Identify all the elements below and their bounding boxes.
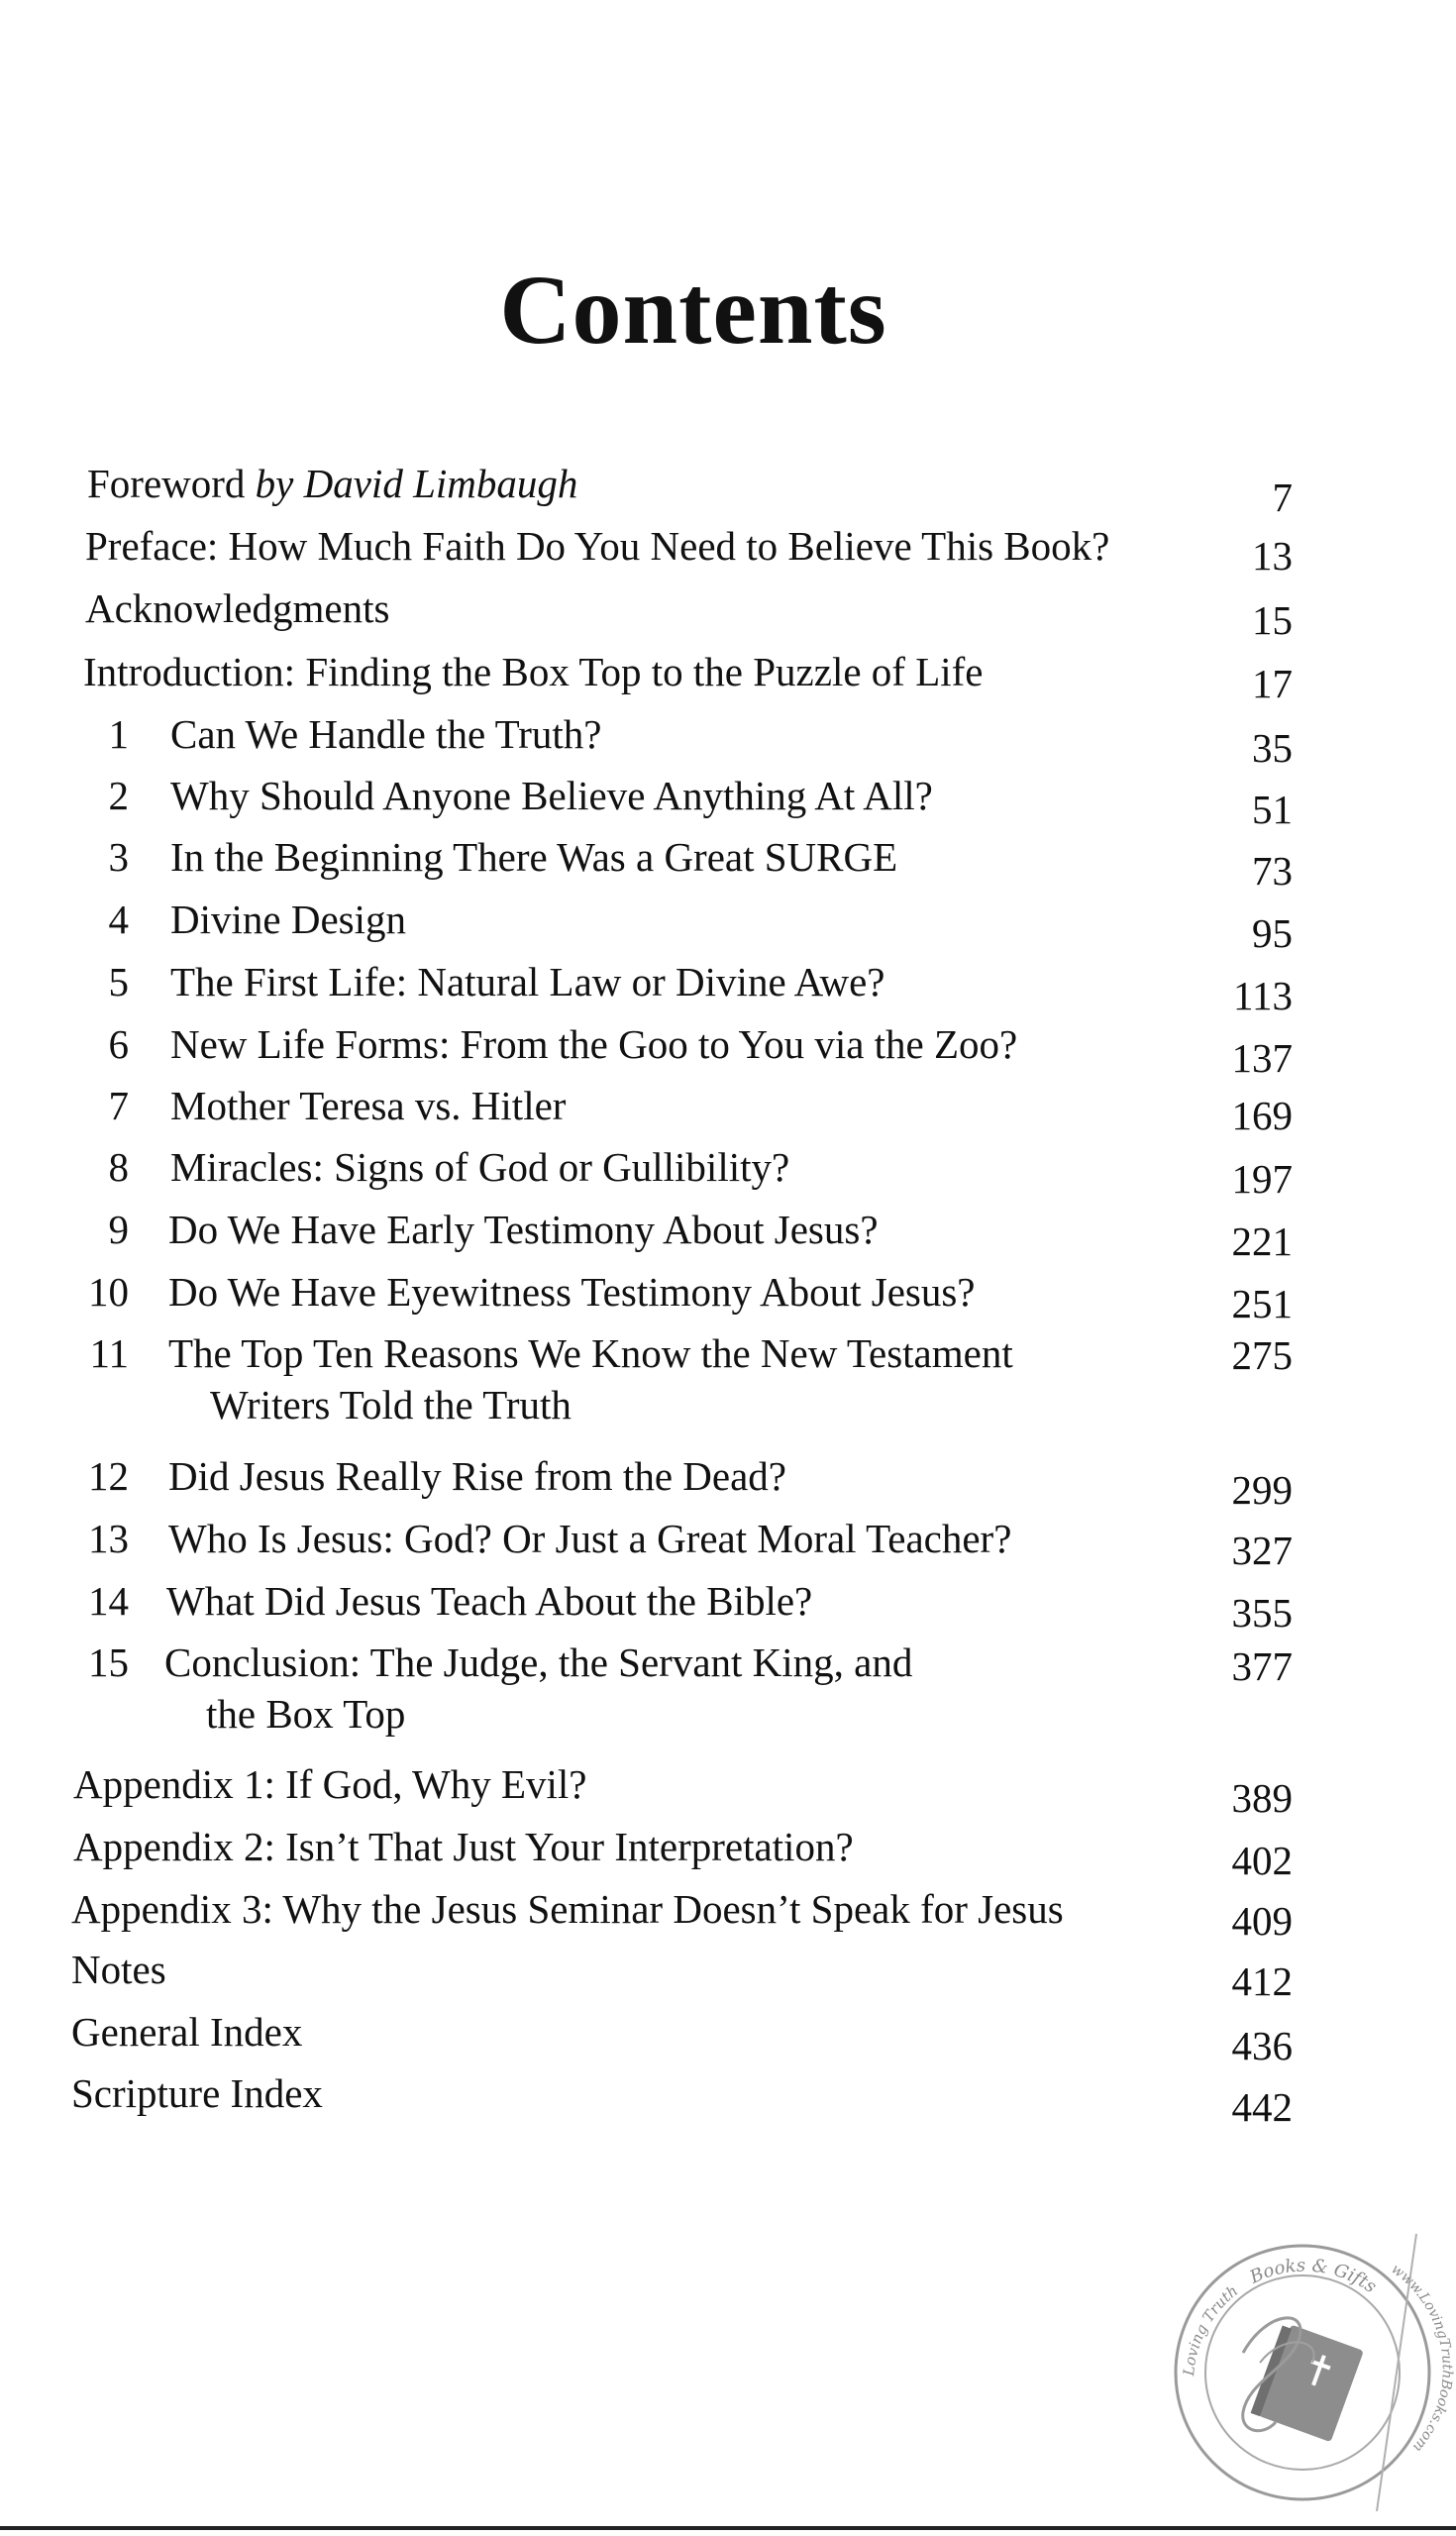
page-number: 275 xyxy=(1231,1332,1293,1378)
chapter-number: 10 xyxy=(88,1269,129,1315)
page-number: 409 xyxy=(1231,1898,1293,1944)
page-number: 412 xyxy=(1231,1958,1293,2004)
page-number: 17 xyxy=(1252,661,1293,706)
page-number: 51 xyxy=(1252,787,1293,832)
page-number: 15 xyxy=(1252,597,1293,643)
entry-title: Can We Handle the Truth? xyxy=(170,711,602,757)
page-number: 197 xyxy=(1231,1156,1293,1202)
entry-title: Notes xyxy=(71,1947,166,1992)
seal-top-text: Books & Gifts xyxy=(1246,2255,1381,2298)
chapter-number: 6 xyxy=(108,1021,129,1067)
chapter-number: 5 xyxy=(108,959,129,1004)
entry-title: Acknowledgments xyxy=(85,585,390,631)
entry-title xyxy=(168,1327,1013,1430)
chapter-number: 7 xyxy=(108,1083,129,1128)
entry-title-line-1: Conclusion: The Judge, the Servant King, and xyxy=(164,1639,913,1685)
entry-title: Mother Teresa vs. Hitler xyxy=(170,1083,567,1128)
entry-title: Preface: How Much Faith Do You Need to Believe This Book? xyxy=(85,523,1110,569)
chapter-number: 4 xyxy=(108,897,129,942)
page-number: 137 xyxy=(1231,1035,1293,1081)
chapter-number: 15 xyxy=(88,1639,129,1685)
page-number: 389 xyxy=(1231,1775,1293,1821)
page-number: 221 xyxy=(1231,1218,1293,1264)
chapter-number: 1 xyxy=(108,711,129,757)
chapter-number: 13 xyxy=(88,1516,129,1561)
page-number: 355 xyxy=(1231,1590,1293,1636)
entry-title: Introduction: Finding the Box Top to the Puzzle of Life xyxy=(83,649,984,694)
entry-title: Foreword by David Limbaugh xyxy=(87,461,578,506)
page-number: 7 xyxy=(1272,475,1293,520)
chapter-number: 8 xyxy=(108,1144,129,1190)
chapter-number: 2 xyxy=(108,773,129,818)
page-number: 169 xyxy=(1231,1093,1293,1138)
page-number: 251 xyxy=(1231,1281,1293,1326)
entry-title: New Life Forms: From the Goo to You via the Zoo? xyxy=(170,1021,1018,1067)
page-number: 402 xyxy=(1231,1838,1293,1883)
entry-title: Miracles: Signs of God or Gullibility? xyxy=(170,1144,790,1190)
chapter-number: 11 xyxy=(89,1330,129,1376)
entry-title: Do We Have Early Testimony About Jesus? xyxy=(168,1207,879,1252)
entry-title: In the Beginning There Was a Great SURGE xyxy=(170,834,898,880)
entry-title: General Index xyxy=(71,2009,303,2055)
entry-title: Appendix 2: Isn’t That Just Your Interpretation? xyxy=(73,1824,854,1869)
entry-title-line-2: the Box Top xyxy=(206,1691,406,1737)
page-number: 35 xyxy=(1252,725,1293,771)
page-number: 436 xyxy=(1231,2023,1293,2068)
entry-title: Appendix 3: Why the Jesus Seminar Doesn’t Speak for Jesus xyxy=(71,1886,1064,1932)
entry-title: Do We Have Eyewitness Testimony About Jesus? xyxy=(168,1269,976,1315)
entry-title-line-1: The Top Ten Reasons We Know the New Testament xyxy=(168,1330,1013,1376)
page-number: 13 xyxy=(1252,533,1293,579)
entry-title: What Did Jesus Teach About the Bible? xyxy=(166,1578,813,1624)
entry-title-italic: by David Limbaugh xyxy=(255,461,578,506)
entry-title: Scripture Index xyxy=(71,2070,323,2116)
entry-title: Who Is Jesus: God? Or Just a Great Moral Teacher? xyxy=(168,1516,1012,1561)
entry-title: Appendix 1: If God, Why Evil? xyxy=(73,1761,587,1807)
entry-title: The First Life: Natural Law or Divine Awe? xyxy=(170,959,885,1004)
entry-title: Did Jesus Really Rise from the Dead? xyxy=(168,1453,786,1499)
page-bottom-edge xyxy=(0,2526,1456,2530)
chapter-number: 3 xyxy=(108,834,129,880)
chapter-number: 14 xyxy=(88,1578,129,1624)
entry-title: Why Should Anyone Believe Anything At All? xyxy=(170,773,933,818)
page-number: 442 xyxy=(1231,2084,1293,2130)
page-title: Contents xyxy=(499,255,887,365)
page-number: 113 xyxy=(1233,973,1293,1018)
chapter-number: 12 xyxy=(88,1453,129,1499)
page-number: 327 xyxy=(1231,1528,1293,1573)
chapter-number: 9 xyxy=(108,1207,129,1252)
page-number: 377 xyxy=(1231,1643,1293,1689)
entry-title-line-2: Writers Told the Truth xyxy=(210,1382,572,1427)
entry-title xyxy=(164,1637,912,1740)
entry-title: Divine Design xyxy=(170,897,406,942)
seal-left-text: Loving Truth xyxy=(1180,2281,1242,2378)
page-number: 95 xyxy=(1252,910,1293,956)
page-number: 299 xyxy=(1231,1467,1293,1513)
seal-right-text: www.LovingTruthBooks.com xyxy=(1388,2261,1455,2456)
page-number: 73 xyxy=(1252,848,1293,894)
watermark-seal-icon xyxy=(1149,2214,1456,2521)
